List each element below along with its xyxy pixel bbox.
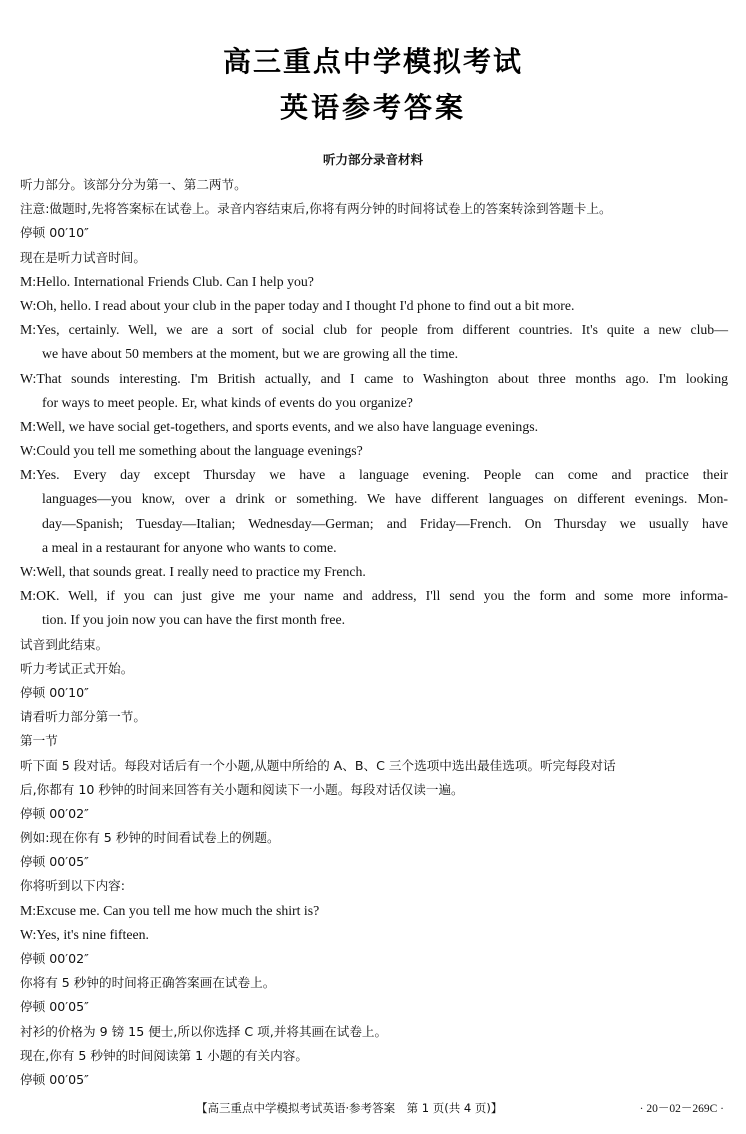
dialogue-line: M:Yes, certainly. Well, we are a sort of social club for people from different countries. It's quite a new club— xyxy=(20,322,728,338)
text-line: 停顿 00′05″ xyxy=(20,999,89,1015)
text-line: 停顿 00′10″ xyxy=(20,684,89,700)
text-line: 听力部分。该部分分为第一、第二两节。 xyxy=(20,177,247,192)
text-line: 停顿 00′05″ xyxy=(20,1071,89,1087)
dialogue-line: M:OK. Well, if you can just give me your name and address, I'll send you the form and some more informa- xyxy=(20,588,728,604)
dialogue-line: M:Yes. Every day except Thursday we have a language evening. People can come and practice their xyxy=(20,467,728,483)
text-line: 停顿 00′10″ xyxy=(20,225,89,241)
dialogue-line: W:Well, that sounds great. I really need to practice my French. xyxy=(20,564,366,579)
dialogue-line: M:Excuse me. Can you tell me how much the shirt is? xyxy=(20,902,320,918)
dialogue-line: W:Could you tell me something about the language evenings? xyxy=(20,443,363,459)
document-title: 高三重点中学模拟考试 xyxy=(222,45,523,78)
text-line: 你将有 5 秒钟的时间将正确答案画在试卷上。 xyxy=(20,975,276,991)
text-line: 停顿 00′02″ xyxy=(20,951,89,966)
dialogue-line: W:That sounds interesting. I'm British actually, and I came to Washington about three months ago. I'm looking xyxy=(20,370,728,386)
dialogue-line: W:Yes, it's nine fifteen. xyxy=(20,926,149,942)
transcript-body xyxy=(20,173,728,1092)
dialogue-line: a meal in a restaurant for anyone who wants to come. xyxy=(42,539,337,555)
dialogue-line: day—Spanish; Tuesday—Italian; Wednesday—German; and Friday—French. On Thursday we usually have xyxy=(42,515,728,531)
text-line: 你将听到以下内容: xyxy=(20,878,125,894)
text-line: 听下面 5 段对话。每段对话后有一个小题,从题中所给的 A、B、C 三个选项中选出最佳选项。听完每段对话 xyxy=(20,757,616,773)
text-line: 请看听力部分第一节。 xyxy=(20,709,146,725)
text-line: 例如:现在你有 5 秒钟的时间看试卷上的例题。 xyxy=(20,830,280,846)
dialogue-line: languages—you know, over a drink or something. We have different languages on different evenings. Mon- xyxy=(42,491,728,507)
text-line: 现在,你有 5 秒钟的时间阅读第 1 小题的有关内容。 xyxy=(20,1047,308,1063)
dialogue-line: M:Well, we have social get-togethers, and sports events, and we also have language evenings. xyxy=(20,418,539,434)
text-line: 现在是听力试音时间。 xyxy=(20,249,146,265)
text-line: 试音到此结束。 xyxy=(20,636,109,652)
dialogue-line: W:Oh, hello. I read about your club in the paper today and I thought I'd phone to find out a bit more. xyxy=(20,297,575,313)
dialogue-line: tion. If you join now you can have the first month free. xyxy=(42,612,346,628)
footer-page-info: 【高三重点中学模拟考试英语·参考答案 第 1 页(共 4 页)】 xyxy=(196,1101,503,1115)
dialogue-line: M:Hello. International Friends Club. Can I help you? xyxy=(20,273,314,289)
text-line: 后,你都有 10 秒钟的时间来回答有关小题和阅读下一小题。每段对话仅读一遍。 xyxy=(20,781,464,797)
text-line: 衬衫的价格为 9 镑 15 便士,所以你选择 C 项,并将其画在试卷上。 xyxy=(20,1023,388,1039)
text-line: 注意:做题时,先将答案标在试卷上。录音内容结束后,你将有两分钟的时间将试卷上的答案转涂到答题卡上。 xyxy=(20,201,612,217)
text-line: 停顿 00′05″ xyxy=(20,854,89,870)
text-line: 听力考试正式开始。 xyxy=(20,660,134,676)
page-footer xyxy=(0,1100,746,1118)
text-line: 第一节 xyxy=(20,733,58,749)
dialogue-line: we have about 50 members at the moment, but we are growing all the time. xyxy=(42,346,459,362)
document-subtitle: 英语参考答案 xyxy=(279,91,466,124)
section-heading: 听力部分录音材料 xyxy=(322,152,423,167)
text-line: 停顿 00′02″ xyxy=(20,805,89,821)
dialogue-line: for ways to meet people. Er, what kinds of events do you organize? xyxy=(42,394,413,410)
footer-code: · 20－02－269C · xyxy=(639,1103,724,1115)
